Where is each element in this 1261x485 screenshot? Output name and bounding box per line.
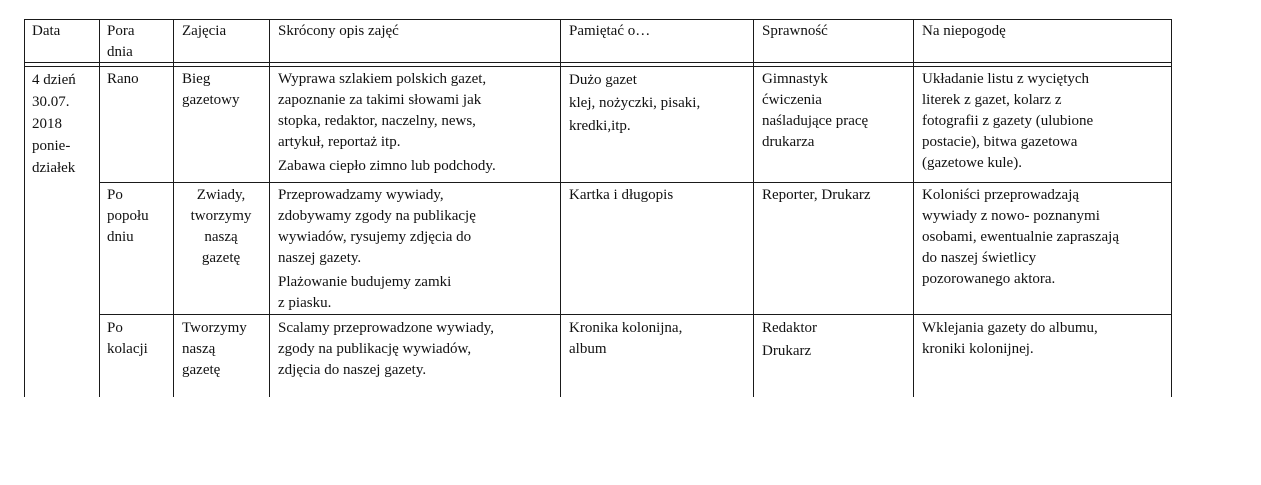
col-border-right: [1171, 19, 1172, 397]
col-border-1: [99, 19, 100, 397]
row2-sprawnosc: Reporter, Drukarz: [762, 187, 871, 203]
row2-opis-2: Plażowanie budujemy zamki z piasku.: [278, 274, 452, 311]
row1-opis-2: Zabawa ciepło zimno lub podchody.: [278, 158, 496, 174]
date-cell: 4 dzień 30.07. 2018 ponie- działek: [32, 72, 76, 176]
col-border-5: [753, 19, 754, 397]
row3-zajecia: Tworzymy naszą gazetę: [182, 320, 247, 378]
row1-niepogoda: Układanie listu z wyciętych literek z gazet, kolarz z fotografii z gazety (ulubione postacie), bitwa gazetowa (gazetowe kule).: [922, 71, 1094, 171]
row-divider-1: [99, 182, 1172, 183]
col-border-left: [24, 19, 25, 397]
header-data: Data: [32, 23, 61, 39]
header-opis: Skrócony opis zajęć: [278, 23, 399, 39]
table-top-border: [24, 19, 1172, 20]
row2-zajecia: Zwiady, tworzymy naszą gazetę: [190, 187, 252, 266]
header-bottom-border: [24, 62, 1172, 63]
col-border-3: [269, 19, 270, 397]
header-niepogoda: Na niepogodę: [922, 23, 1006, 39]
row-divider-2: [99, 314, 1172, 315]
row3-pora: Po kolacji: [107, 320, 148, 357]
col-border-4: [560, 19, 561, 397]
header-zajecia: Zajęcia: [182, 23, 227, 39]
row3-niepogoda: Wklejania gazety do albumu, kroniki kolonijnej.: [922, 320, 1098, 357]
row1-pamietac: Dużo gazet klej, nożyczki, pisaki, kredki,itp.: [569, 72, 701, 134]
row1-opis-1: Wyprawa szlakiem polskich gazet, zapoznanie za takimi słowami jak stopka, redaktor, naczelny, news, artykuł, reportaż itp.: [278, 71, 487, 150]
header-sprawnosc: Sprawność: [762, 23, 828, 39]
row3-sprawnosc-2: Drukarz: [762, 343, 812, 359]
row2-niepogoda: Koloniści przeprowadzają wywiady z nowo- poznanymi osobami, ewentualnie zapraszają do naszej świetlicy pozorowanego aktora.: [922, 187, 1119, 287]
row2-pora: Po popołu dniu: [107, 187, 149, 245]
header-pamietac: Pamiętać o…: [569, 23, 651, 39]
row1-pora: Rano: [107, 71, 139, 87]
row1-sprawnosc: Gimnastyk ćwiczenia naśladujące pracę drukarza: [762, 71, 869, 150]
header-pora-dnia: Pora dnia: [107, 23, 135, 60]
row1-zajecia: Bieg gazetowy: [182, 71, 240, 108]
row2-pamietac: Kartka i długopis: [569, 187, 674, 203]
body-top-border: [24, 66, 1172, 67]
col-border-6: [913, 19, 914, 397]
row3-opis-1: Scalamy przeprowadzone wywiady, zgody na publikację wywiadów, zdjęcia do naszej gazety.: [278, 320, 495, 378]
row2-opis-1: Przeprowadzamy wywiady, zdobywamy zgody na publikację wywiadów, rysujemy zdjęcia do naszej gazety.: [278, 187, 476, 266]
row3-sprawnosc-1: Redaktor: [762, 320, 817, 336]
col-border-2: [173, 19, 174, 397]
row3-pamietac: Kronika kolonijna, album: [569, 320, 683, 357]
